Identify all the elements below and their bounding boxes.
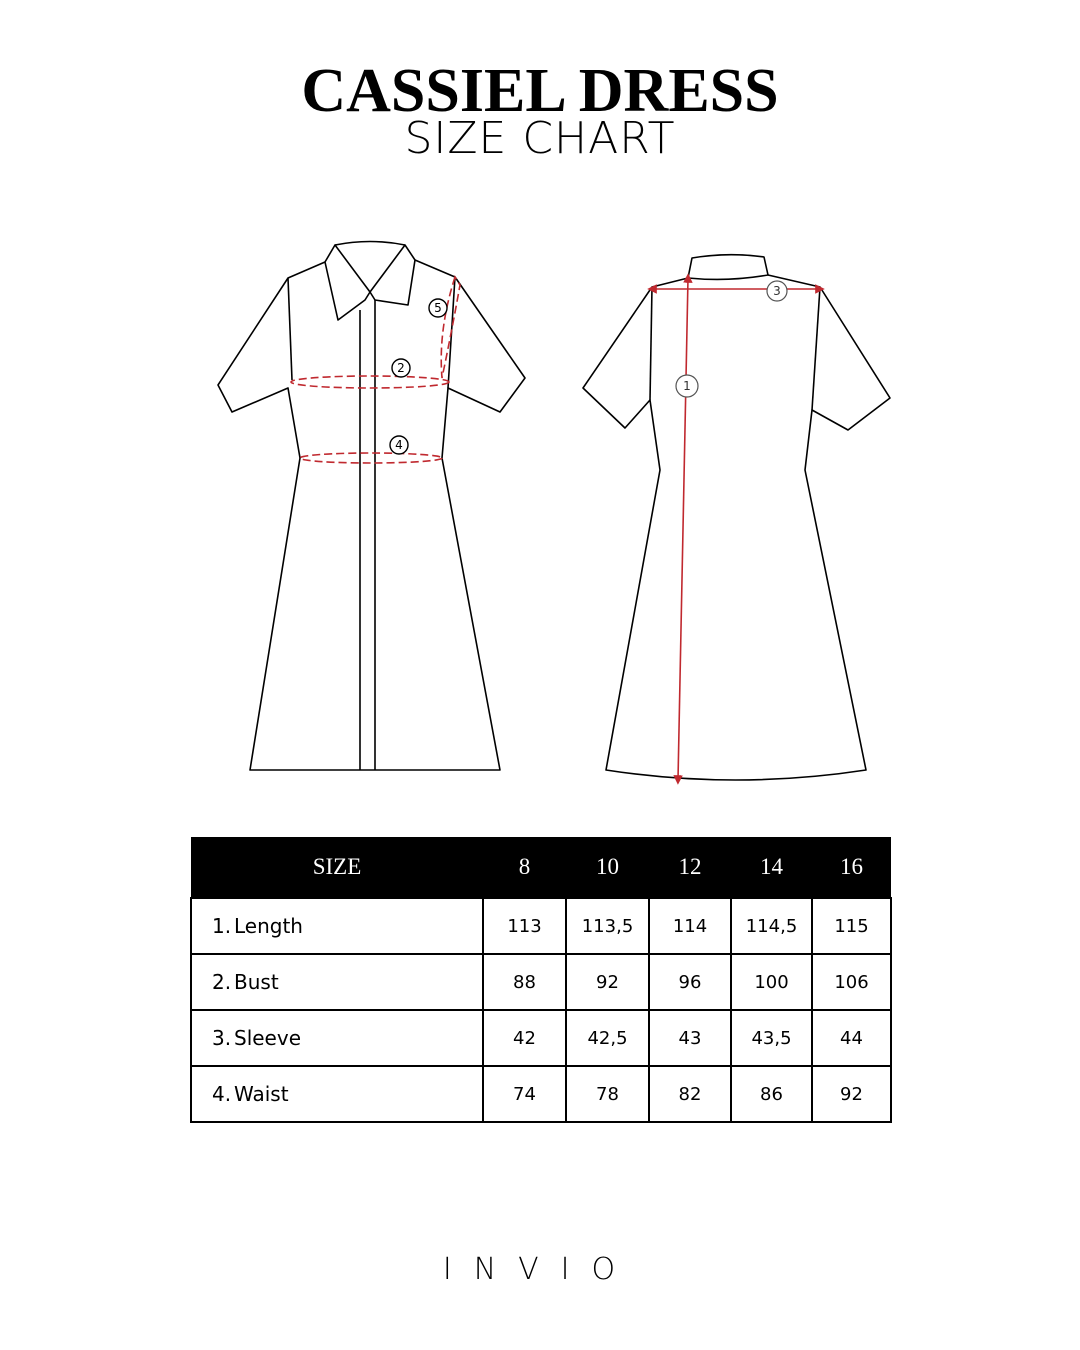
table-cell: 92 — [566, 954, 649, 1010]
table-cell: 74 — [483, 1066, 566, 1122]
marker-1-label: 1 — [683, 379, 691, 393]
table-cell: 114 — [649, 898, 731, 954]
size-table — [190, 837, 892, 1123]
back-left-sleeve-seam — [650, 287, 652, 400]
table-row — [191, 1066, 891, 1122]
dress-illustration — [0, 230, 1080, 800]
marker-4-label: 4 — [395, 438, 403, 452]
table-cell: 88 — [483, 954, 566, 1010]
back-outline — [583, 275, 890, 780]
table-cell: 44 — [812, 1010, 891, 1066]
table-cell: 42 — [483, 1010, 566, 1066]
row-label — [191, 1010, 483, 1066]
table-cell: 113,5 — [566, 898, 649, 954]
row-number: 4. — [212, 1082, 232, 1106]
row-label-text: Waist — [234, 1082, 289, 1106]
marker-2-label: 2 — [397, 361, 405, 375]
page-subtitle: SIZE CHART — [404, 113, 676, 164]
size-col-header: 10 — [566, 837, 649, 898]
back-markers — [676, 281, 787, 397]
table-cell: 43 — [649, 1010, 731, 1066]
back-right-sleeve-seam — [812, 287, 820, 410]
row-label — [191, 954, 483, 1010]
row-label-text: Sleeve — [234, 1026, 302, 1050]
bust-measure-loop — [291, 376, 449, 388]
marker-5-label: 5 — [434, 301, 442, 315]
table-row — [191, 954, 891, 1010]
front-bodice-outline — [218, 260, 525, 770]
back-collar — [688, 255, 768, 280]
row-number: 2. — [212, 970, 232, 994]
dress-back-view — [583, 255, 890, 780]
table-cell: 96 — [649, 954, 731, 1010]
row-label — [191, 1066, 483, 1122]
front-placket — [360, 300, 375, 770]
table-cell: 113 — [483, 898, 566, 954]
length-measure-arrow — [678, 278, 688, 780]
size-col-header: 14 — [731, 837, 812, 898]
table-cell: 43,5 — [731, 1010, 812, 1066]
table-row — [191, 1010, 891, 1066]
page-title: CASSIEL DRESS — [301, 57, 779, 125]
table-cell: 86 — [731, 1066, 812, 1122]
row-number: 1. — [212, 914, 232, 938]
table-row — [191, 898, 891, 954]
dress-front-view — [218, 242, 525, 771]
marker-3-label: 3 — [773, 284, 781, 298]
table-cell: 114,5 — [731, 898, 812, 954]
table-cell: 82 — [649, 1066, 731, 1122]
table-cell: 42,5 — [566, 1010, 649, 1066]
size-col-header: 8 — [483, 837, 566, 898]
brand-logo: INVIO — [442, 1252, 638, 1287]
waist-measure-loop — [300, 453, 442, 463]
front-markers — [390, 299, 447, 454]
front-left-sleeve-seam — [288, 278, 292, 380]
table-cell: 100 — [731, 954, 812, 1010]
table-cell: 92 — [812, 1066, 891, 1122]
row-label-text: Bust — [234, 970, 279, 994]
row-label — [191, 898, 483, 954]
size-header-label: SIZE — [191, 837, 483, 898]
table-cell: 106 — [812, 954, 891, 1010]
sleeve-measure-loop — [441, 277, 460, 378]
row-label-text: Length — [234, 914, 303, 938]
size-col-header: 16 — [812, 837, 891, 898]
front-collar — [325, 245, 415, 320]
row-number: 3. — [212, 1026, 232, 1050]
size-col-header: 12 — [649, 837, 731, 898]
table-cell: 115 — [812, 898, 891, 954]
size-header-row — [191, 837, 891, 898]
table-cell: 78 — [566, 1066, 649, 1122]
back-measure-lines — [652, 278, 820, 780]
